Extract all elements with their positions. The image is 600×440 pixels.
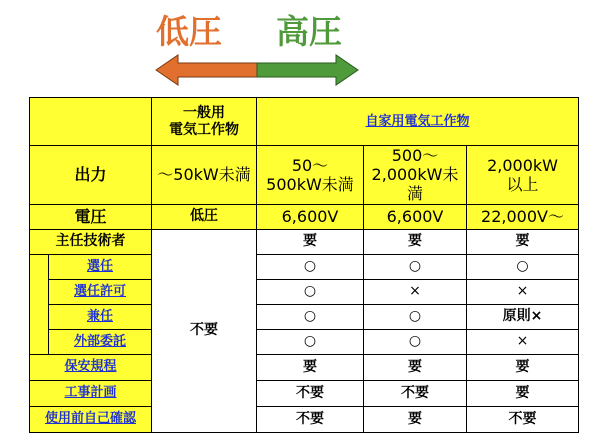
general-header-line2: 電気工作物: [169, 121, 239, 138]
sub-row-private-3: ○: [467, 254, 579, 279]
table-row: [30, 254, 579, 279]
sub-row-private-3: ×: [467, 329, 579, 354]
output-private-3-line1: 2,000kW: [487, 155, 558, 175]
general-header-line1: 一般用: [183, 104, 225, 121]
output-label: 出力: [30, 146, 152, 205]
chief-engineer-private-1: 要: [257, 229, 364, 254]
table-row: [30, 279, 579, 304]
lower-row-private-2: 要: [364, 354, 467, 380]
private-facility-link[interactable]: 自家用電気工作物: [257, 98, 579, 146]
general-facility-header: [152, 98, 257, 146]
sub-row-private-1: ○: [257, 329, 364, 354]
header-row: [30, 98, 579, 146]
high-voltage-label: 高圧: [276, 12, 342, 51]
table-row: [30, 380, 579, 406]
chief-engineer-row: [30, 229, 579, 254]
sub-row-private-1: ○: [257, 254, 364, 279]
output-private-1: [257, 146, 364, 205]
lower-row-private-1: 不要: [257, 406, 364, 432]
output-row: [30, 146, 579, 205]
double-arrow-icon: [0, 0, 600, 96]
lower-row-private-3: 要: [467, 354, 579, 380]
lower-row-link-safety-rules[interactable]: 保安規程: [30, 354, 152, 380]
lower-row-private-2: 要: [364, 406, 467, 432]
sub-row-link-appointment-permit[interactable]: 選任許可: [49, 279, 152, 304]
general-not-required: 不要: [152, 229, 257, 432]
output-private-1-line1: 50～: [291, 155, 329, 175]
lower-row-private-2: 不要: [364, 380, 467, 406]
lower-row-private-3: 要: [467, 380, 579, 406]
sub-row-link-appointment[interactable]: 選任: [49, 254, 152, 279]
header-corner-cell: [30, 98, 152, 146]
voltage-label: 電圧: [30, 204, 152, 229]
output-private-2: [364, 146, 467, 205]
output-private-3-line2: 以上: [506, 174, 539, 194]
voltage-private-3: 22,000V～: [467, 204, 579, 229]
table-row: [30, 354, 579, 380]
table-row: [30, 329, 579, 354]
lower-row-private-3: 不要: [467, 406, 579, 432]
low-voltage-label: 低圧: [156, 12, 222, 51]
output-private-1-line2: 500kW未満: [266, 174, 354, 194]
chief-engineer-private-3: 要: [467, 229, 579, 254]
output-private-3: [467, 146, 579, 205]
sub-row-link-concurrent[interactable]: 兼任: [49, 304, 152, 329]
chief-engineer-label: 主任技術者: [30, 229, 152, 254]
output-private-2-line2: 2,000kW未満: [371, 165, 459, 204]
voltage-row: [30, 204, 579, 229]
sub-row-private-1: ○: [257, 304, 364, 329]
sub-row-private-2: ○: [364, 254, 467, 279]
low-arrow-segment: [156, 55, 257, 85]
sub-row-link-outsourcing[interactable]: 外部委託: [49, 329, 152, 354]
lower-row-link-construction-plan[interactable]: 工事計画: [30, 380, 152, 406]
sub-row-private-2: ○: [364, 304, 467, 329]
output-private-2-line1: 500～: [391, 146, 439, 165]
high-arrow-segment: [257, 55, 358, 85]
electrical-facility-table: [29, 97, 579, 433]
table-row: [30, 304, 579, 329]
lower-row-private-1: 不要: [257, 380, 364, 406]
voltage-general: 低圧: [152, 204, 257, 229]
sub-row-private-2: ○: [364, 329, 467, 354]
lower-row-private-1: 要: [257, 354, 364, 380]
lower-row-link-pre-use-check[interactable]: 使用前自己確認: [30, 406, 152, 432]
sub-row-private-2: ×: [364, 279, 467, 304]
table-row: [30, 406, 579, 432]
sub-row-private-3: 原則×: [467, 304, 579, 329]
voltage-private-1: 6,600V: [257, 204, 364, 229]
sub-row-indent: [30, 254, 49, 354]
sub-row-private-1: ○: [257, 279, 364, 304]
output-general: ～50kW未満: [152, 146, 257, 205]
voltage-arrow-area: [0, 0, 600, 96]
sub-row-private-3: ×: [467, 279, 579, 304]
voltage-private-2: 6,600V: [364, 204, 467, 229]
chief-engineer-private-2: 要: [364, 229, 467, 254]
